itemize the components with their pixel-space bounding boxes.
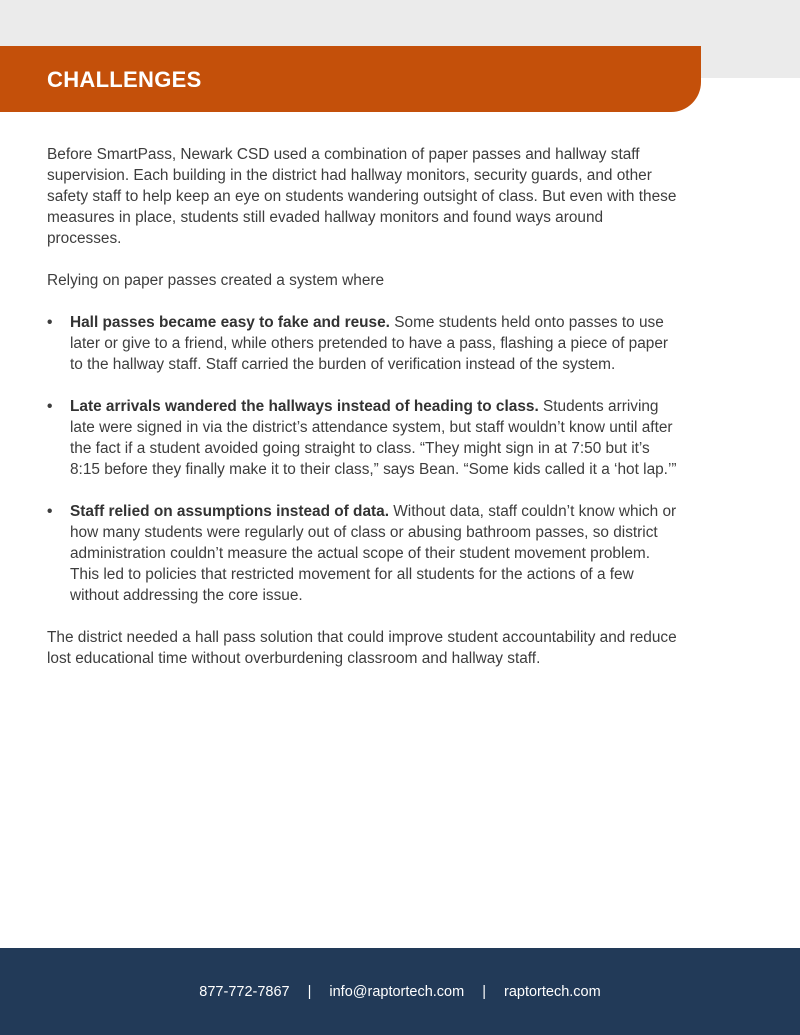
- bullet-text: Students arriving late were signed in via the district’s attendance system, but staff wouldn’t know until after the fact if a student avoided going straight to class. “They might sign in at 7:50 but it’s 8:15 before they finally make it to their class,” says Bean. “Some kids called it a ‘hot lap.’”: [70, 398, 677, 478]
- intro-paragraph: Before SmartPass, Newark CSD used a combination of paper passes and hallway staff supervision. Each building in the district had hallway monitors, security guards, and other safety staff to help keep an eye on students wandering outsight of class. But even with these measures in place, students still evaded hallway monitors and found ways around processes.: [47, 146, 677, 247]
- footer: [0, 948, 800, 1035]
- list-item: [47, 501, 677, 606]
- bullet-lead: Staff relied on assumptions instead of data.: [70, 503, 389, 520]
- footer-separator: |: [482, 983, 486, 1000]
- closing-paragraph: The district needed a hall pass solution that could improve student accountability and reduce lost educational time without overburdening classroom and hallway staff.: [47, 629, 677, 667]
- list-item: [47, 396, 677, 480]
- bullet-text: Without data, staff couldn’t know which or how many students were regularly out of class or abusing bathroom passes, so district administration couldn’t measure the actual scope of their student movement problem. This led to policies that restricted movement for all students for the actions of a few without addressing the core issue.: [70, 503, 677, 604]
- bullet-lead: Late arrivals wandered the hallways instead of heading to class.: [70, 398, 539, 415]
- bullet-icon: •: [47, 398, 53, 415]
- section-title: CHALLENGES: [47, 67, 202, 92]
- bullet-text: Some students held onto passes to use later or give to a friend, while others pretended to have a pass, flashing a piece of paper to the hallway staff. Staff carried the burden of verification instead of the system.: [70, 314, 669, 373]
- lead-in-paragraph: Relying on paper passes created a system where: [47, 272, 385, 289]
- bullet-lead: Hall passes became easy to fake and reuse.: [70, 314, 390, 331]
- footer-separator: |: [307, 983, 312, 1000]
- list-item: [47, 312, 677, 375]
- footer-email: info@raptortech.com: [329, 983, 465, 1000]
- document-body: [47, 144, 677, 690]
- section-header-bar: [0, 46, 701, 112]
- footer-phone: 877-772-7867: [199, 983, 290, 1000]
- bullet-icon: •: [47, 503, 53, 520]
- footer-website: raptortech.com: [503, 983, 601, 1000]
- challenge-list: [47, 312, 677, 606]
- bullet-icon: •: [47, 314, 53, 331]
